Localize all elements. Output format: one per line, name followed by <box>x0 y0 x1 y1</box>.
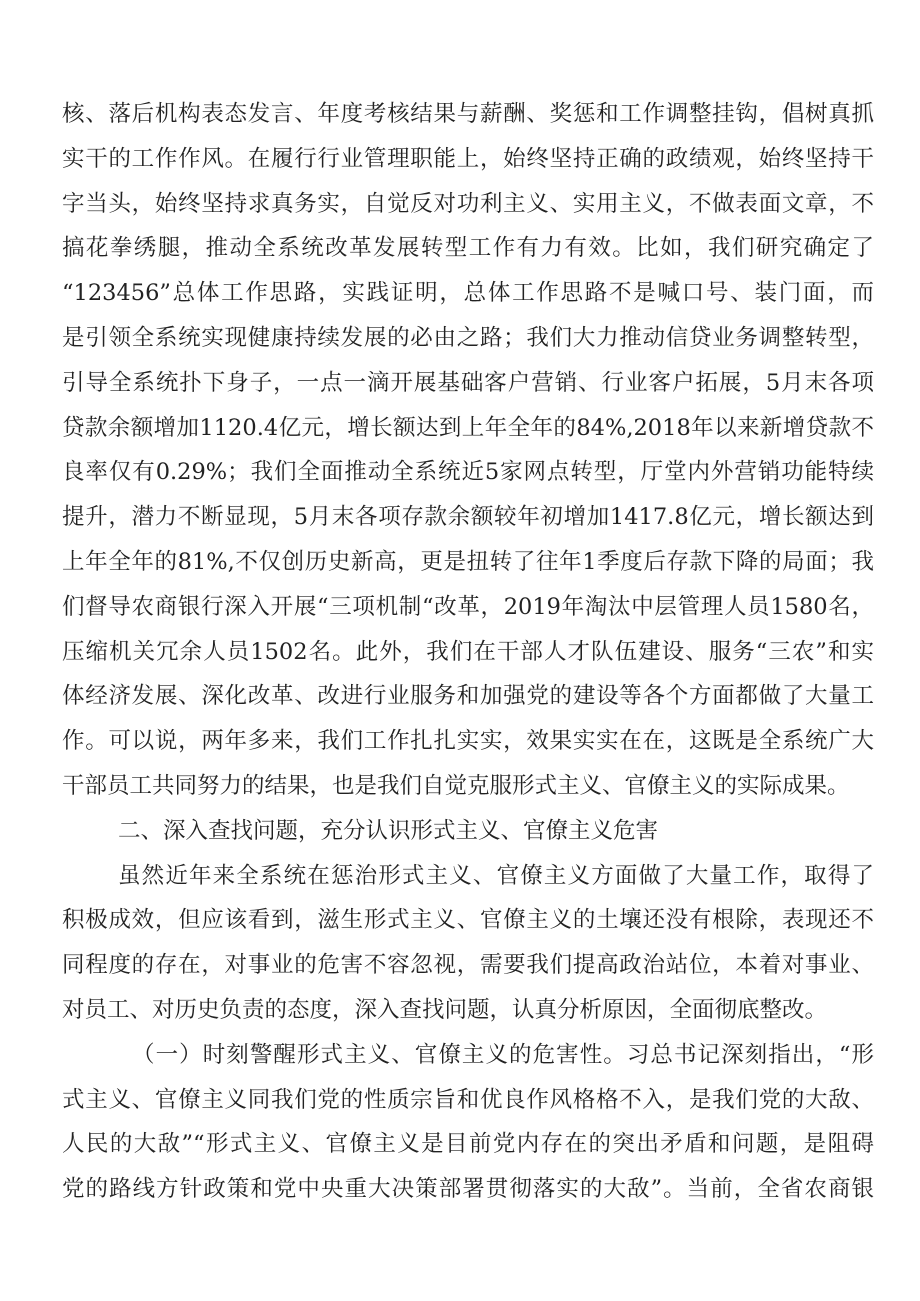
text-line: “123456”总体工作思路，实践证明，总体工作思路不是喊口号、装门面，而 <box>62 280 874 307</box>
text-line: 人民的大敌”“形式主义、官僚主义是目前党内存在的突出矛盾和问题，是阻碍 <box>62 1131 874 1158</box>
text-line: 体经济发展、深化改革、改进行业服务和加强党的建设等各个方面都做了大量工 <box>62 683 874 710</box>
text-line: 贷款余额增加1120.4亿元，增长额达到上年全年的84%,2018年以来新增贷款不 <box>62 414 874 441</box>
text-line: 作。可以说，两年多来，我们工作扎扎实实，效果实实在在，这既是全系统广大 <box>62 728 874 755</box>
text-line: 是引领全系统实现健康持续发展的必由之路；我们大力推动信贷业务调整转型， <box>62 324 874 351</box>
text-line: 们督导农商银行深入开展“三项机制“改革，2019年淘汰中层管理人员1580名， <box>62 593 874 620</box>
paragraph-achievements <box>62 92 874 809</box>
paragraph-subsection-one <box>62 1033 874 1212</box>
text-line: 压缩机关冗余人员1502名。此外，我们在干部人才队伍建设、服务“三农”和实 <box>62 638 874 665</box>
text-line: 搞花拳绣腿，推动全系统改革发展转型工作有力有效。比如，我们研究确定了 <box>62 235 874 262</box>
text-line: 式主义、官僚主义同我们党的性质宗旨和优良作风格格不入，是我们党的大敌、 <box>62 1086 874 1113</box>
text-line: 引导全系统扑下身子，一点一滴开展基础客户营销、行业客户拓展，5月末各项 <box>62 369 874 396</box>
text-line: 上年全年的81%,不仅创历史新高，更是扭转了往年1季度后存款下降的局面；我 <box>62 548 874 575</box>
text-line: 干部员工共同努力的结果，也是我们自觉克服形式主义、官僚主义的实际成果。 <box>62 772 850 799</box>
text-line: 提升，潜力不断显现，5月末各项存款余额较年初增加1417.8亿元，增长额达到 <box>62 504 874 531</box>
text-line: 同程度的存在，对事业的危害不容忽视，需要我们提高政治站位，本着对事业、 <box>62 952 874 979</box>
text-line: 党的路线方针政策和党中央重大决策部署贯彻落实的大敌”。当前，全省农商银 <box>62 1176 874 1203</box>
text-line: 实干的工作作风。在履行行业管理职能上，始终坚持正确的政绩观，始终坚持干 <box>62 145 874 172</box>
text-line: 良率仅有0.29%；我们全面推动全系统近5家网点转型，厅堂内外营销功能特续 <box>62 459 874 486</box>
text-line: （一）时刻警醒形式主义、官僚主义的危害性。习总书记深刻指出，“形 <box>132 1041 874 1068</box>
document-page <box>62 92 874 1212</box>
text-line: 字当头，始终坚持求真务实，自觉反对功利主义、实用主义，不做表面文章，不 <box>62 190 874 217</box>
text-line: 核、落后机构表态发言、年度考核结果与薪酬、奖惩和工作调整挂钩，倡树真抓 <box>62 101 874 127</box>
section-heading: 二、深入查找问题，充分认识形式主义、官僚主义危害 <box>118 817 659 844</box>
text-line: 积极成效，但应该看到，滋生形式主义、官僚主义的土壤还没有根除，表现还不 <box>62 907 874 934</box>
text-line: 对员工、对历史负责的态度，深入查找问题，认真分析原因，全面彻底整改。 <box>62 996 828 1023</box>
text-line: 虽然近年来全系统在惩治形式主义、官僚主义方面做了大量工作，取得了 <box>118 862 874 889</box>
paragraph-problems <box>62 854 874 1033</box>
